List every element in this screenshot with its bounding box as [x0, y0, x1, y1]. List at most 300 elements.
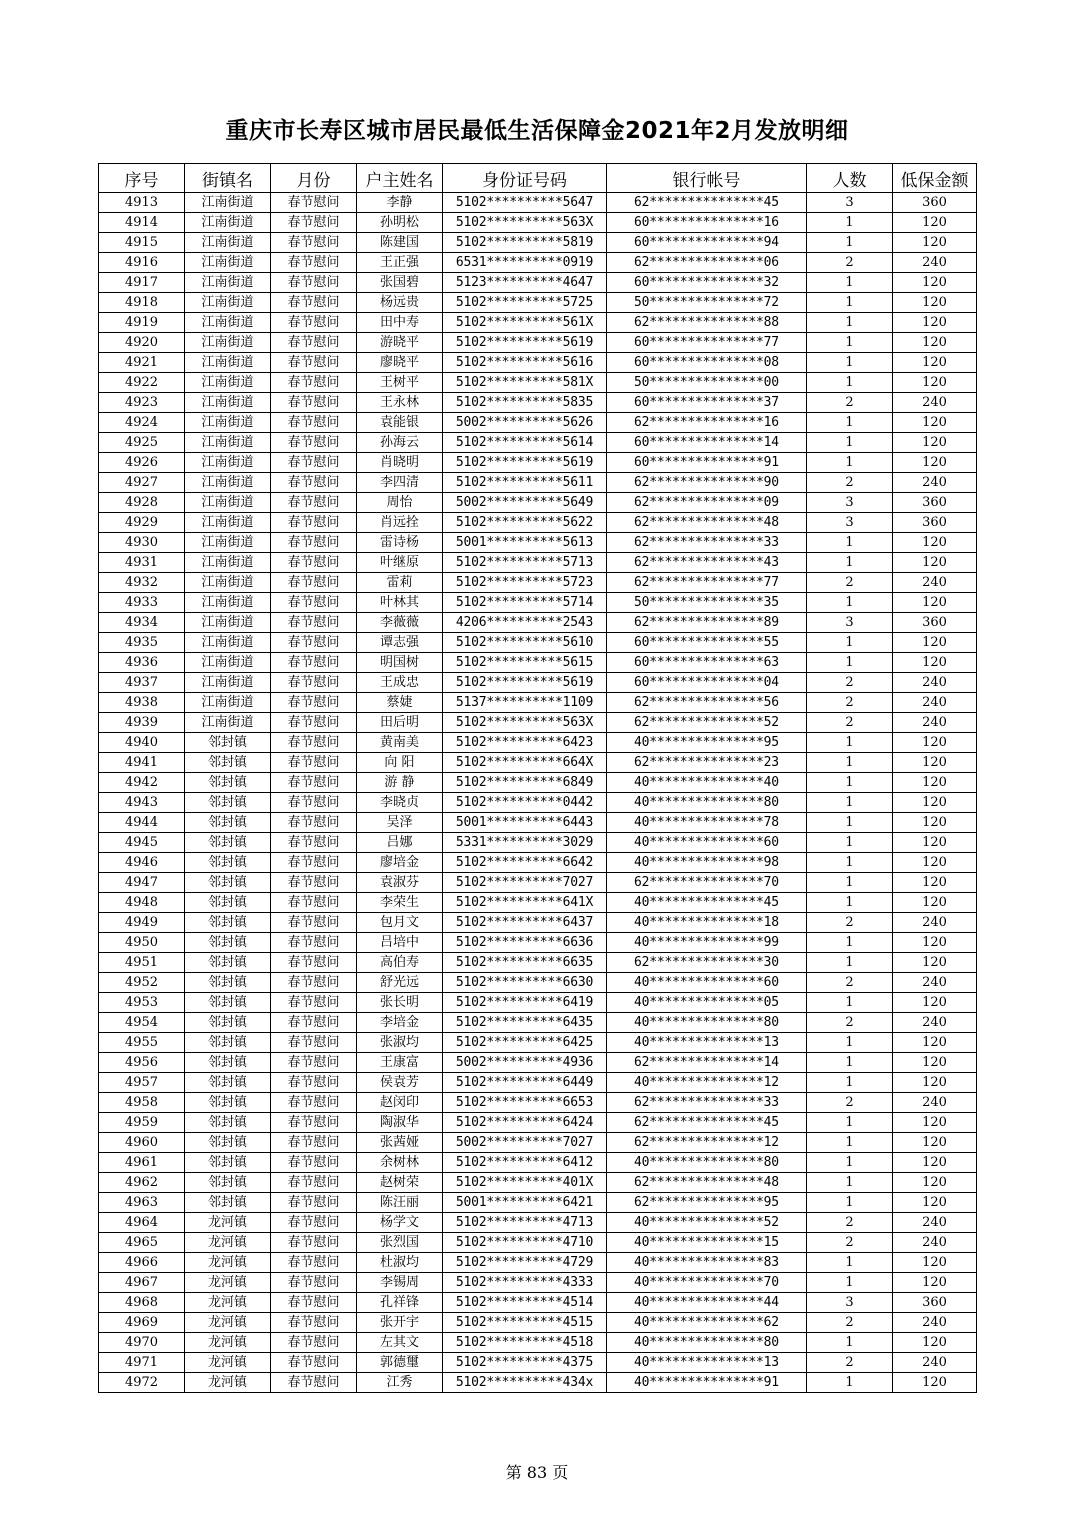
cell-amount: 240: [893, 913, 977, 933]
table-row: [99, 193, 977, 213]
cell-month: 春节慰问: [271, 913, 357, 933]
cell-seq: 4915: [99, 233, 185, 253]
cell-month: 春节慰问: [271, 1173, 357, 1193]
cell-id-number: 5102**********4729: [443, 1253, 607, 1273]
table-row: [99, 253, 977, 273]
table-body: [99, 193, 977, 1393]
table-row: [99, 1353, 977, 1373]
cell-id-number: 5102**********5725: [443, 293, 607, 313]
cell-amount: 120: [893, 893, 977, 913]
cell-seq: 4934: [99, 613, 185, 633]
cell-id-number: 5102**********664X: [443, 753, 607, 773]
cell-seq: 4918: [99, 293, 185, 313]
cell-seq: 4945: [99, 833, 185, 853]
cell-householder: 谭志强: [357, 633, 443, 653]
cell-bank-account: 60***************63: [607, 653, 807, 673]
cell-id-number: 5102**********4518: [443, 1333, 607, 1353]
cell-bank-account: 60***************08: [607, 353, 807, 373]
cell-amount: 240: [893, 473, 977, 493]
cell-id-number: 5331**********3029: [443, 833, 607, 853]
cell-month: 春节慰问: [271, 313, 357, 333]
cell-month: 春节慰问: [271, 1053, 357, 1073]
cell-persons: 1: [807, 633, 893, 653]
cell-town: 邻封镇: [185, 773, 271, 793]
cell-seq: 4919: [99, 313, 185, 333]
cell-seq: 4935: [99, 633, 185, 653]
cell-persons: 1: [807, 733, 893, 753]
cell-amount: 120: [893, 533, 977, 553]
cell-town: 龙河镇: [185, 1353, 271, 1373]
cell-town: 邻封镇: [185, 1013, 271, 1033]
cell-bank-account: 62***************16: [607, 413, 807, 433]
cell-householder: 廖培金: [357, 853, 443, 873]
cell-persons: 2: [807, 1213, 893, 1233]
cell-amount: 120: [893, 273, 977, 293]
cell-month: 春节慰问: [271, 1253, 357, 1273]
cell-persons: 1: [807, 1053, 893, 1073]
cell-month: 春节慰问: [271, 893, 357, 913]
table-row: [99, 673, 977, 693]
cell-seq: 4952: [99, 973, 185, 993]
cell-seq: 4933: [99, 593, 185, 613]
table-row: [99, 353, 977, 373]
cell-persons: 2: [807, 713, 893, 733]
table-row: [99, 1133, 977, 1153]
cell-amount: 120: [893, 293, 977, 313]
cell-id-number: 5102**********6424: [443, 1113, 607, 1133]
table-row: [99, 453, 977, 473]
cell-persons: 2: [807, 1313, 893, 1333]
cell-persons: 2: [807, 673, 893, 693]
cell-bank-account: 62***************56: [607, 693, 807, 713]
table-row: [99, 833, 977, 853]
cell-bank-account: 50***************00: [607, 373, 807, 393]
cell-town: 江南街道: [185, 473, 271, 493]
cell-seq: 4923: [99, 393, 185, 413]
cell-town: 龙河镇: [185, 1253, 271, 1273]
cell-bank-account: 62***************12: [607, 1133, 807, 1153]
table-row: [99, 1273, 977, 1293]
cell-town: 邻封镇: [185, 753, 271, 773]
cell-month: 春节慰问: [271, 1033, 357, 1053]
cell-id-number: 5102**********5611: [443, 473, 607, 493]
cell-id-number: 5137**********1109: [443, 693, 607, 713]
cell-month: 春节慰问: [271, 353, 357, 373]
cell-seq: 4944: [99, 813, 185, 833]
cell-amount: 120: [893, 853, 977, 873]
table-row: [99, 333, 977, 353]
cell-month: 春节慰问: [271, 1073, 357, 1093]
cell-bank-account: 60***************37: [607, 393, 807, 413]
cell-householder: 陈汪丽: [357, 1193, 443, 1213]
cell-bank-account: 40***************91: [607, 1373, 807, 1393]
cell-amount: 120: [893, 553, 977, 573]
cell-month: 春节慰问: [271, 973, 357, 993]
cell-householder: 游晓平: [357, 333, 443, 353]
table-row: [99, 1093, 977, 1113]
cell-month: 春节慰问: [271, 1093, 357, 1113]
cell-amount: 360: [893, 493, 977, 513]
cell-amount: 240: [893, 573, 977, 593]
cell-month: 春节慰问: [271, 253, 357, 273]
cell-month: 春节慰问: [271, 1293, 357, 1313]
cell-seq: 4924: [99, 413, 185, 433]
table-row: [99, 313, 977, 333]
cell-town: 邻封镇: [185, 973, 271, 993]
cell-persons: 3: [807, 613, 893, 633]
cell-seq: 4913: [99, 193, 185, 213]
cell-householder: 吕娜: [357, 833, 443, 853]
cell-amount: 120: [893, 333, 977, 353]
cell-seq: 4928: [99, 493, 185, 513]
cell-persons: 1: [807, 1193, 893, 1213]
cell-amount: 240: [893, 693, 977, 713]
cell-bank-account: 40***************70: [607, 1273, 807, 1293]
cell-amount: 120: [893, 633, 977, 653]
table-row: [99, 873, 977, 893]
cell-id-number: 5002**********7027: [443, 1133, 607, 1153]
cell-bank-account: 62***************52: [607, 713, 807, 733]
cell-id-number: 5001**********6443: [443, 813, 607, 833]
cell-town: 龙河镇: [185, 1373, 271, 1393]
cell-householder: 黄南美: [357, 733, 443, 753]
cell-persons: 2: [807, 1233, 893, 1253]
cell-householder: 张开宇: [357, 1313, 443, 1333]
cell-town: 邻封镇: [185, 913, 271, 933]
cell-month: 春节慰问: [271, 513, 357, 533]
table-row: [99, 1013, 977, 1033]
table-row: [99, 973, 977, 993]
cell-householder: 杨远贵: [357, 293, 443, 313]
cell-bank-account: 60***************94: [607, 233, 807, 253]
cell-seq: 4967: [99, 1273, 185, 1293]
cell-amount: 360: [893, 513, 977, 533]
cell-bank-account: 62***************23: [607, 753, 807, 773]
cell-persons: 1: [807, 833, 893, 853]
cell-town: 邻封镇: [185, 1053, 271, 1073]
cell-id-number: 5102**********4333: [443, 1273, 607, 1293]
cell-month: 春节慰问: [271, 573, 357, 593]
table-row: [99, 533, 977, 553]
cell-id-number: 5102**********6425: [443, 1033, 607, 1053]
cell-id-number: 5102**********6653: [443, 1093, 607, 1113]
cell-householder: 李四清: [357, 473, 443, 493]
cell-town: 江南街道: [185, 233, 271, 253]
cell-month: 春节慰问: [271, 1133, 357, 1153]
cell-town: 龙河镇: [185, 1233, 271, 1253]
cell-bank-account: 40***************80: [607, 793, 807, 813]
table-row: [99, 613, 977, 633]
cell-bank-account: 40***************45: [607, 893, 807, 913]
cell-bank-account: 40***************52: [607, 1213, 807, 1233]
cell-householder: 江秀: [357, 1373, 443, 1393]
cell-bank-account: 60***************16: [607, 213, 807, 233]
cell-month: 春节慰问: [271, 1153, 357, 1173]
cell-amount: 120: [893, 433, 977, 453]
cell-householder: 李锡周: [357, 1273, 443, 1293]
cell-bank-account: 40***************12: [607, 1073, 807, 1093]
cell-householder: 陶淑华: [357, 1113, 443, 1133]
cell-seq: 4947: [99, 873, 185, 893]
cell-householder: 向 阳: [357, 753, 443, 773]
cell-town: 江南街道: [185, 693, 271, 713]
table-row: [99, 213, 977, 233]
cell-month: 春节慰问: [271, 193, 357, 213]
cell-householder: 袁淑芬: [357, 873, 443, 893]
cell-id-number: 5102**********5622: [443, 513, 607, 533]
table-row: [99, 773, 977, 793]
cell-town: 邻封镇: [185, 1133, 271, 1153]
cell-persons: 1: [807, 793, 893, 813]
cell-amount: 120: [893, 773, 977, 793]
cell-bank-account: 60***************14: [607, 433, 807, 453]
cell-id-number: 6531**********0919: [443, 253, 607, 273]
table-row: [99, 1253, 977, 1273]
cell-persons: 1: [807, 273, 893, 293]
cell-town: 江南街道: [185, 673, 271, 693]
cell-householder: 张长明: [357, 993, 443, 1013]
cell-householder: 吕培中: [357, 933, 443, 953]
cell-amount: 120: [893, 1073, 977, 1093]
page-number: 第 83 页: [505, 1463, 569, 1482]
cell-bank-account: 62***************30: [607, 953, 807, 973]
header-town: 街镇名: [185, 164, 271, 193]
cell-month: 春节慰问: [271, 233, 357, 253]
cell-householder: 雷莉: [357, 573, 443, 593]
cell-persons: 2: [807, 693, 893, 713]
cell-bank-account: 62***************88: [607, 313, 807, 333]
cell-id-number: 5102**********5619: [443, 453, 607, 473]
cell-seq: 4972: [99, 1373, 185, 1393]
cell-householder: 郭德璽: [357, 1353, 443, 1373]
cell-id-number: 5102**********401X: [443, 1173, 607, 1193]
cell-month: 春节慰问: [271, 1233, 357, 1253]
table-row: [99, 633, 977, 653]
cell-month: 春节慰问: [271, 593, 357, 613]
cell-id-number: 5102**********5615: [443, 653, 607, 673]
header-householder: 户主姓名: [357, 164, 443, 193]
cell-householder: 李薇薇: [357, 613, 443, 633]
cell-bank-account: 60***************04: [607, 673, 807, 693]
cell-month: 春节慰问: [271, 793, 357, 813]
cell-amount: 120: [893, 953, 977, 973]
cell-id-number: 5102**********6449: [443, 1073, 607, 1093]
cell-amount: 360: [893, 193, 977, 213]
cell-bank-account: 62***************89: [607, 613, 807, 633]
table-row: [99, 793, 977, 813]
cell-householder: 王树平: [357, 373, 443, 393]
cell-amount: 240: [893, 1353, 977, 1373]
cell-id-number: 5102**********434x: [443, 1373, 607, 1393]
cell-amount: 120: [893, 373, 977, 393]
table-row: [99, 293, 977, 313]
cell-persons: 1: [807, 1253, 893, 1273]
cell-bank-account: 40***************83: [607, 1253, 807, 1273]
cell-id-number: 5102**********4713: [443, 1213, 607, 1233]
cell-id-number: 5102**********7027: [443, 873, 607, 893]
cell-id-number: 5102**********4515: [443, 1313, 607, 1333]
cell-amount: 120: [893, 353, 977, 373]
cell-seq: 4940: [99, 733, 185, 753]
cell-month: 春节慰问: [271, 433, 357, 453]
cell-month: 春节慰问: [271, 953, 357, 973]
cell-bank-account: 40***************60: [607, 833, 807, 853]
cell-month: 春节慰问: [271, 373, 357, 393]
cell-bank-account: 62***************90: [607, 473, 807, 493]
header-amount: 低保金额: [893, 164, 977, 193]
cell-bank-account: 62***************33: [607, 1093, 807, 1113]
cell-month: 春节慰问: [271, 213, 357, 233]
cell-month: 春节慰问: [271, 833, 357, 853]
cell-bank-account: 62***************48: [607, 513, 807, 533]
table-row: [99, 1373, 977, 1393]
cell-seq: 4930: [99, 533, 185, 553]
cell-town: 江南街道: [185, 613, 271, 633]
cell-amount: 120: [893, 733, 977, 753]
table-row: [99, 733, 977, 753]
cell-id-number: 5102**********6437: [443, 913, 607, 933]
cell-amount: 120: [893, 313, 977, 333]
cell-town: 龙河镇: [185, 1313, 271, 1333]
cell-id-number: 5102**********581X: [443, 373, 607, 393]
cell-id-number: 5102**********6423: [443, 733, 607, 753]
cell-town: 邻封镇: [185, 993, 271, 1013]
cell-month: 春节慰问: [271, 993, 357, 1013]
cell-bank-account: 40***************98: [607, 853, 807, 873]
cell-householder: 吴泽: [357, 813, 443, 833]
cell-month: 春节慰问: [271, 653, 357, 673]
cell-town: 江南街道: [185, 313, 271, 333]
cell-month: 春节慰问: [271, 1373, 357, 1393]
cell-month: 春节慰问: [271, 1113, 357, 1133]
cell-bank-account: 62***************06: [607, 253, 807, 273]
table-row: [99, 933, 977, 953]
cell-amount: 120: [893, 413, 977, 433]
cell-month: 春节慰问: [271, 753, 357, 773]
cell-persons: 1: [807, 953, 893, 973]
cell-bank-account: 40***************13: [607, 1353, 807, 1373]
cell-persons: 1: [807, 1033, 893, 1053]
cell-persons: 1: [807, 453, 893, 473]
cell-amount: 240: [893, 1013, 977, 1033]
cell-bank-account: 40***************80: [607, 1333, 807, 1353]
cell-id-number: 5102**********5714: [443, 593, 607, 613]
cell-town: 江南街道: [185, 273, 271, 293]
cell-amount: 120: [893, 1113, 977, 1133]
cell-persons: 1: [807, 853, 893, 873]
cell-id-number: 5102**********6419: [443, 993, 607, 1013]
cell-id-number: 5002**********5649: [443, 493, 607, 513]
cell-bank-account: 62***************33: [607, 533, 807, 553]
cell-amount: 120: [893, 593, 977, 613]
cell-householder: 包月文: [357, 913, 443, 933]
cell-persons: 1: [807, 873, 893, 893]
cell-town: 江南街道: [185, 193, 271, 213]
cell-householder: 张国碧: [357, 273, 443, 293]
cell-amount: 120: [893, 1373, 977, 1393]
cell-bank-account: 40***************95: [607, 733, 807, 753]
cell-month: 春节慰问: [271, 933, 357, 953]
cell-householder: 李晓贞: [357, 793, 443, 813]
cell-town: 江南街道: [185, 253, 271, 273]
cell-town: 江南街道: [185, 213, 271, 233]
cell-town: 邻封镇: [185, 873, 271, 893]
cell-town: 江南街道: [185, 433, 271, 453]
cell-householder: 叶继原: [357, 553, 443, 573]
cell-id-number: 5102**********641X: [443, 893, 607, 913]
cell-month: 春节慰问: [271, 673, 357, 693]
cell-persons: 1: [807, 813, 893, 833]
cell-bank-account: 40***************05: [607, 993, 807, 1013]
cell-amount: 240: [893, 973, 977, 993]
cell-month: 春节慰问: [271, 1313, 357, 1333]
cell-town: 江南街道: [185, 633, 271, 653]
cell-householder: 田中寿: [357, 313, 443, 333]
cell-bank-account: 62***************45: [607, 193, 807, 213]
cell-bank-account: 40***************40: [607, 773, 807, 793]
cell-seq: 4926: [99, 453, 185, 473]
table-row: [99, 1053, 977, 1073]
cell-seq: 4971: [99, 1353, 185, 1373]
cell-town: 邻封镇: [185, 933, 271, 953]
page-title: 重庆市长寿区城市居民最低生活保障金2021年2月发放明细: [225, 118, 849, 144]
cell-persons: 1: [807, 313, 893, 333]
cell-persons: 1: [807, 293, 893, 313]
cell-seq: 4936: [99, 653, 185, 673]
table-row: [99, 1333, 977, 1353]
table-row: [99, 233, 977, 253]
cell-householder: 余树林: [357, 1153, 443, 1173]
cell-id-number: 5102**********4375: [443, 1353, 607, 1373]
cell-bank-account: 62***************43: [607, 553, 807, 573]
cell-month: 春节慰问: [271, 853, 357, 873]
cell-householder: 廖晓平: [357, 353, 443, 373]
cell-town: 邻封镇: [185, 1173, 271, 1193]
cell-id-number: 5123**********4647: [443, 273, 607, 293]
cell-id-number: 5102**********0442: [443, 793, 607, 813]
cell-id-number: 5102**********5619: [443, 333, 607, 353]
cell-id-number: 5102**********6412: [443, 1153, 607, 1173]
cell-bank-account: 60***************32: [607, 273, 807, 293]
cell-seq: 4963: [99, 1193, 185, 1213]
cell-persons: 1: [807, 233, 893, 253]
cell-bank-account: 62***************95: [607, 1193, 807, 1213]
cell-persons: 1: [807, 373, 893, 393]
cell-id-number: 5102**********5713: [443, 553, 607, 573]
cell-seq: 4968: [99, 1293, 185, 1313]
cell-month: 春节慰问: [271, 813, 357, 833]
cell-householder: 王成忠: [357, 673, 443, 693]
cell-amount: 240: [893, 1313, 977, 1333]
cell-householder: 杨学文: [357, 1213, 443, 1233]
cell-householder: 田后明: [357, 713, 443, 733]
cell-town: 江南街道: [185, 453, 271, 473]
header-seq: 序号: [99, 164, 185, 193]
cell-amount: 120: [893, 1253, 977, 1273]
header-month: 月份: [271, 164, 357, 193]
cell-amount: 120: [893, 1173, 977, 1193]
cell-amount: 120: [893, 933, 977, 953]
cell-seq: 4959: [99, 1113, 185, 1133]
cell-persons: 1: [807, 753, 893, 773]
cell-town: 江南街道: [185, 533, 271, 553]
cell-persons: 1: [807, 653, 893, 673]
cell-householder: 张茜娅: [357, 1133, 443, 1153]
cell-month: 春节慰问: [271, 713, 357, 733]
cell-seq: 4961: [99, 1153, 185, 1173]
cell-seq: 4969: [99, 1313, 185, 1333]
cell-householder: 周怡: [357, 493, 443, 513]
